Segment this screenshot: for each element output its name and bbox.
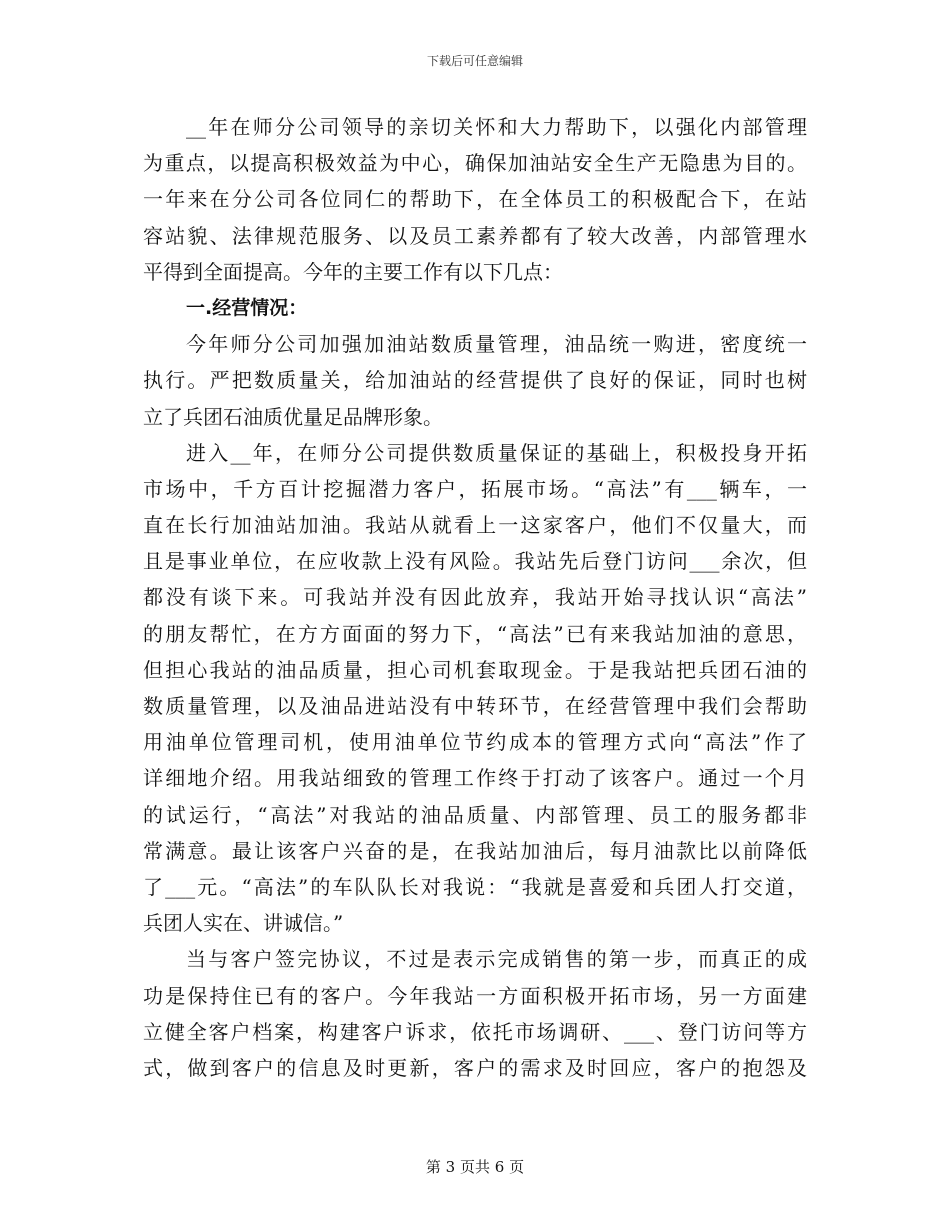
- text-line: 详细地介绍。用我站细致的管理工作终于打动了该客户。通过一个月: [143, 766, 807, 791]
- text-line: 常满意。最让该客户兴奋的是，在我站加油后，每月油款比以前降低: [143, 838, 807, 863]
- text-line: 且是事业单位，在应收款上没有风险。我站先后登门访问___余次，但: [143, 549, 807, 574]
- text-line: 执行。严把数质量关，给加油站的经营提供了良好的保证，同时也树: [143, 368, 807, 393]
- text-line: 数质量管理，以及油品进站没有中转环节，在经营管理中我们会帮助: [143, 694, 807, 718]
- section-heading: 一.经营情况：: [186, 296, 308, 319]
- text-line: 立了兵团石油质优量足品牌形象。: [143, 404, 443, 429]
- text-line: 一年来在分公司各位同仁的帮助下，在全体员工的积极配合下，在站: [143, 187, 807, 212]
- text-line: 功是保持住已有的客户。今年我站一方面积极开拓市场，另一方面建: [143, 983, 807, 1008]
- document-body: [143, 109, 807, 1086]
- text-line: 式，做到客户的信息及时更新，客户的需求及时回应，客户的抱怨及: [143, 1055, 807, 1080]
- text-line: 兵团人实在、讲诚信。”: [143, 911, 344, 936]
- page-header: 下载后可任意编辑: [426, 54, 523, 68]
- text-line: 了___元。“高法”的车队队长对我说：“我就是喜爱和兵团人打交道，: [143, 874, 807, 899]
- text-line: 立健全客户档案，构建客户诉求，依托市场调研、___、登门访问等方: [143, 1019, 807, 1044]
- text-line: 今年师分公司加强加油站数质量管理，油品统一购进，密度统一: [186, 332, 807, 357]
- text-line: 但担心我站的油品质量，担心司机套取现金。于是我站把兵团石油的: [143, 657, 807, 682]
- text-line: 容站貌、法律规范服务、以及员工素养都有了较大改善，内部管理水: [143, 223, 807, 248]
- text-line: 直在长行加油站加油。我站从就看上一这家客户，他们不仅量大，而: [143, 513, 807, 538]
- text-line: 都没有谈下来。可我站并没有因此放弃，我站开始寻找认识“高法”: [143, 585, 807, 610]
- text-line: 的朋友帮忙，在方方面面的努力下，“高法”已有来我站加油的意思，: [143, 621, 807, 646]
- text-line: 进入__年，在师分公司提供数质量保证的基础上，积极投身开拓: [186, 440, 807, 465]
- text-line: __年在师分公司领导的亲切关怀和大力帮助下，以强化内部管理: [186, 115, 807, 139]
- page-footer: 第 3 页共 6 页: [425, 1158, 525, 1176]
- text-line: 市场中，千方百计挖掘潜力客户，拓展市场。“高法”有___辆车，一: [143, 476, 807, 501]
- text-line: 用油单位管理司机，使用油单位节约成本的管理方式向“高法”作了: [143, 730, 807, 755]
- text-line: 平得到全面提高。今年的主要工作有以下几点：: [143, 259, 563, 284]
- text-line: 当与客户签完协议，不过是表示完成销售的第一步，而真正的成: [186, 947, 807, 972]
- text-line: 的试运行，“高法”对我站的油品质量、内部管理、员工的服务都非: [143, 802, 807, 827]
- text-line: 为重点，以提高积极效益为中心，确保加油站安全生产无隐患为目的。: [143, 151, 807, 176]
